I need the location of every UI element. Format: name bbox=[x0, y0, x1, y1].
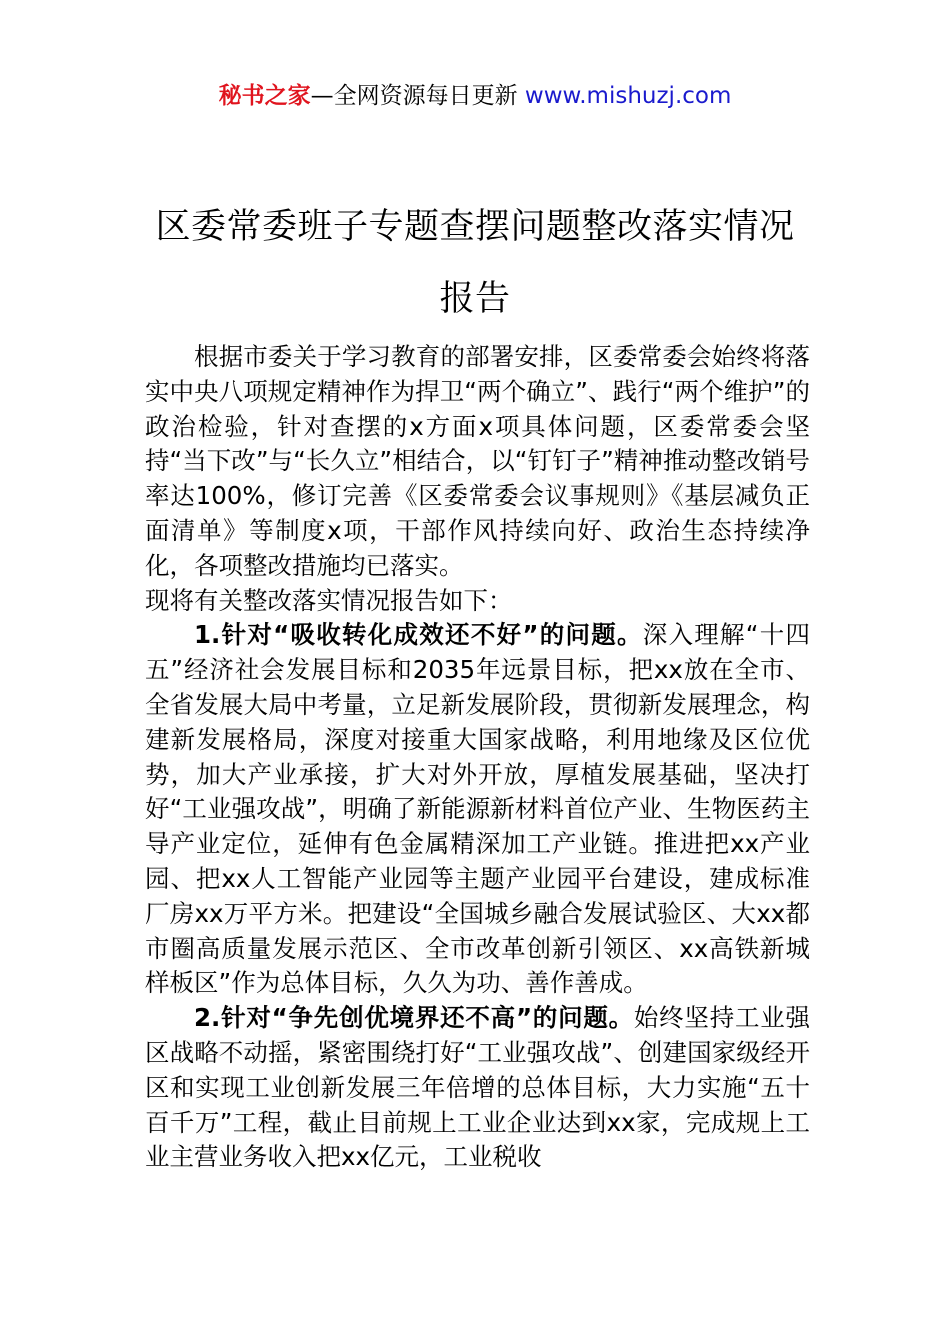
section-2-heading: 2.针对“争先创优境界还不高”的问题。 bbox=[194, 1003, 634, 1033]
document-title bbox=[100, 191, 850, 335]
banner-url-link[interactable]: www.mishuzj.com bbox=[524, 83, 732, 109]
section-2-paragraph bbox=[145, 1001, 810, 1175]
site-banner bbox=[0, 80, 950, 112]
section-1-heading: 1.针对“吸收转化成效还不好”的问题。 bbox=[194, 620, 643, 650]
section-2-text: 始终坚持工业强区战略不动摇，紧密围绕打好“工业强攻战”、创建国家级经开区和实现工业创新发展三年倍增的总体目标，大力实施“五十百千万”工程，截止目前规上工业企业达到xx家，完成规上工业主营业务收入把xx亿元，工业税收 bbox=[145, 1003, 810, 1172]
section-1-text: 深入理解“十四五”经济社会发展目标和2035年远景目标，把xx放在全市、全省发展大局中考量，立足新发展阶段，贯彻新发展理念，构建新发展格局，深度对接重大国家战略，利用地缘及区位优势，加大产业承接，扩大对外开放，厚植发展基础，坚决打好“工业强攻战”，明确了新能源新材料首位产业、生物医药主导产业定位，延伸有色金属精深加工产业链。推进把xx产业园、把xx人工智能产业园等主题产业园平台建设，建成标准厂房xx万平方米。把建设“全国城乡融合发展试验区、大xx都市圈高质量发展示范区、全市改革创新引领区、xx高铁新城样板区”作为总体目标，久久为功、善作善成。 bbox=[145, 620, 810, 998]
section-1-paragraph bbox=[145, 618, 810, 1001]
document-title-line-2: 报告 bbox=[439, 279, 511, 320]
document-title-line-1: 区委常委班子专题查摆问题整改落实情况 bbox=[155, 207, 795, 248]
banner-brand: 秘书之家 bbox=[218, 83, 311, 109]
banner-tagline: —全网资源每日更新 bbox=[310, 83, 518, 109]
document-body bbox=[145, 340, 810, 1175]
lead-in-paragraph: 现将有关整改落实情况报告如下： bbox=[145, 585, 513, 615]
intro-paragraph: 根据市委关于学习教育的部署安排，区委常委会始终将落实中央八项规定精神作为捍卫“两个确立”、践行“两个维护”的政治检验，针对查摆的x方面x项具体问题，区委常委会坚持“当下改”与“长久立”相结合，以“钉钉子”精神推动整改销号率达100%，修订完善《区委常委会议事规则》《基层减负正面清单》等制度x项，干部作风持续向好、政治生态持续净化，各项整改措施均已落实。 bbox=[145, 342, 810, 580]
